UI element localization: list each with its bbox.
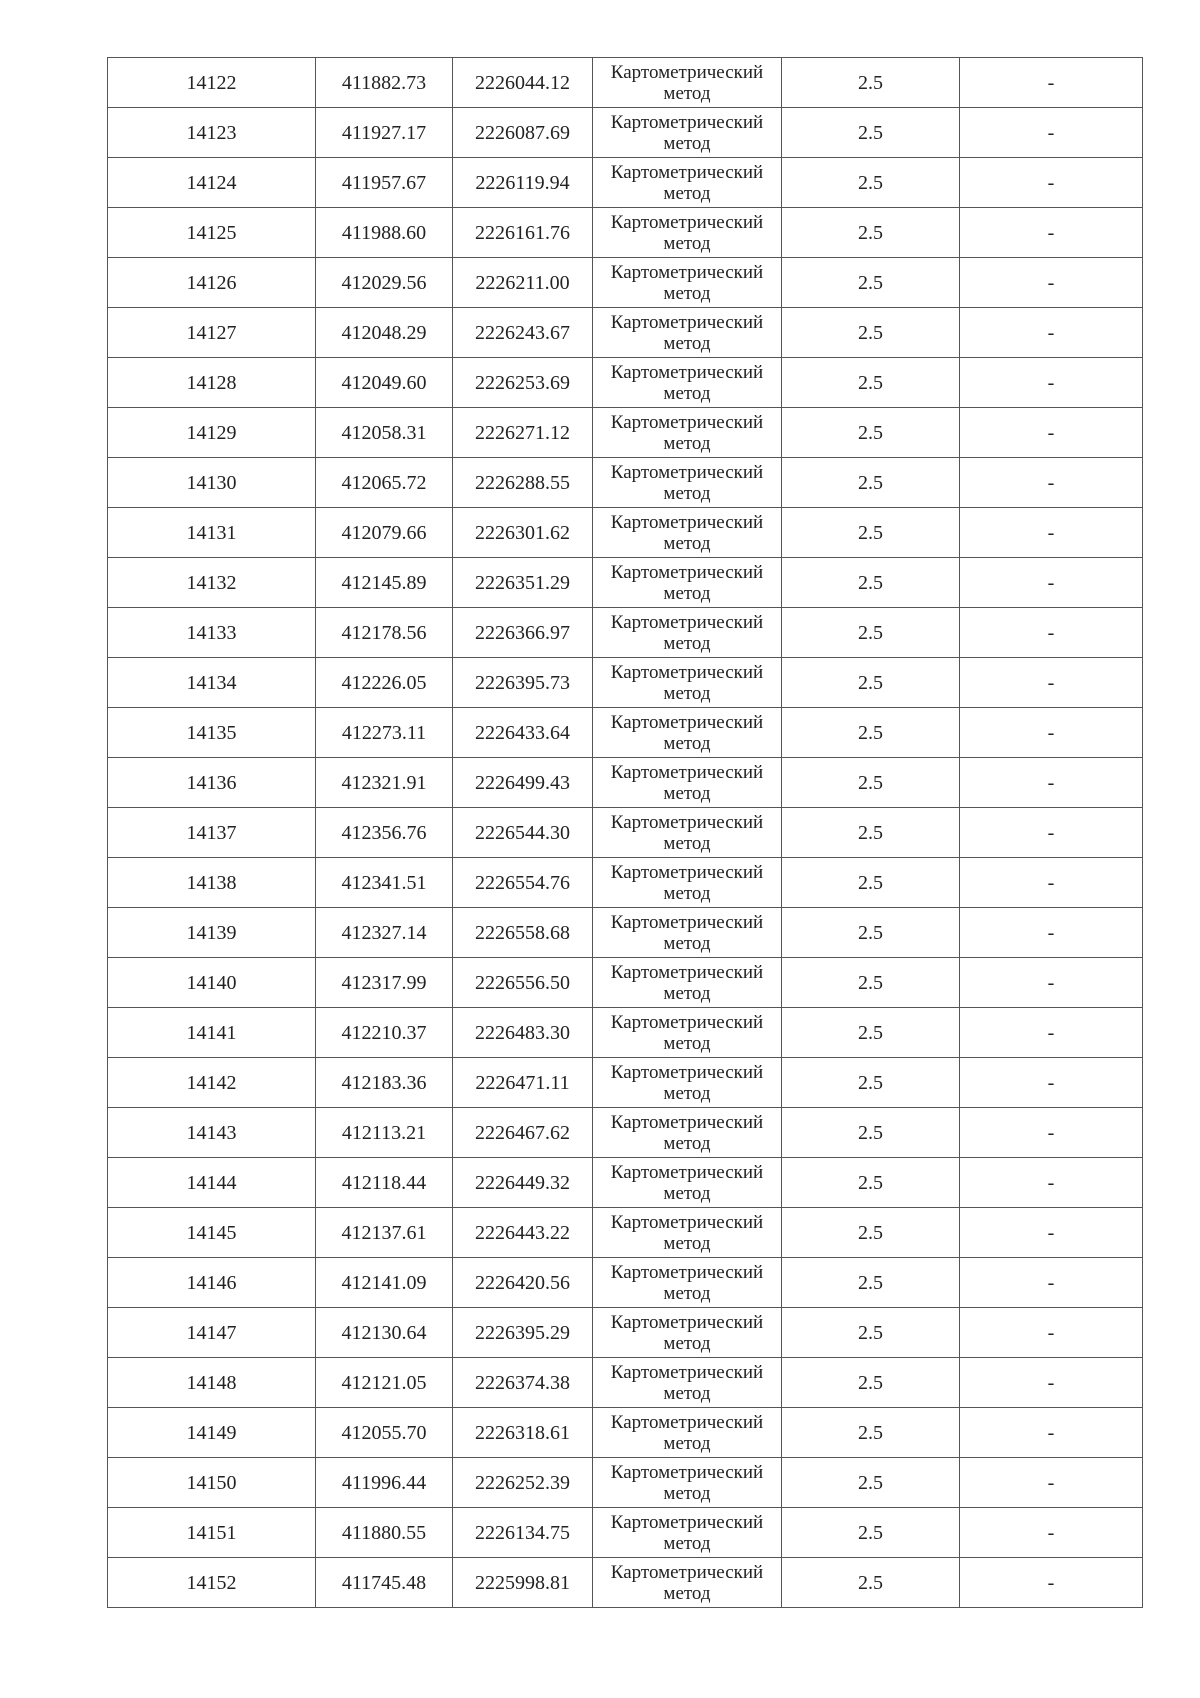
x-coordinate-cell: 412137.61 [316, 1208, 453, 1258]
accuracy-cell: 2.5 [782, 1058, 960, 1108]
method-cell [593, 158, 782, 208]
point-number-cell: 14143 [108, 1108, 316, 1158]
accuracy-cell: 2.5 [782, 708, 960, 758]
method-cell [593, 558, 782, 608]
table-row [108, 808, 1143, 858]
method-cell [593, 258, 782, 308]
point-number-cell: 14142 [108, 1058, 316, 1108]
point-number-cell: 14148 [108, 1358, 316, 1408]
description-cell: - [960, 308, 1143, 358]
point-number-cell: 14136 [108, 758, 316, 808]
x-coordinate-cell: 411745.48 [316, 1558, 453, 1608]
method-line-2: метод [663, 1582, 711, 1604]
table-row [108, 108, 1143, 158]
table-row [108, 1208, 1143, 1258]
point-number-cell: 14131 [108, 508, 316, 558]
point-number-cell: 14149 [108, 1408, 316, 1458]
y-coordinate-cell: 2226554.76 [453, 858, 593, 908]
method-cell [593, 958, 782, 1008]
point-number-cell: 14132 [108, 558, 316, 608]
description-cell: - [960, 558, 1143, 608]
description-cell: - [960, 808, 1143, 858]
y-coordinate-cell: 2226374.38 [453, 1358, 593, 1408]
point-number-cell: 14133 [108, 608, 316, 658]
description-cell: - [960, 758, 1143, 808]
method-line-2: метод [663, 232, 711, 254]
table-row [108, 58, 1143, 108]
table-row [108, 1058, 1143, 1108]
description-cell: - [960, 1358, 1143, 1408]
y-coordinate-cell: 2226467.62 [453, 1108, 593, 1158]
method-line-1: Картометрический [610, 911, 764, 933]
accuracy-cell: 2.5 [782, 558, 960, 608]
x-coordinate-cell: 412058.31 [316, 408, 453, 458]
accuracy-cell: 2.5 [782, 508, 960, 558]
method-line-1: Картометрический [610, 1161, 764, 1183]
table-row [108, 1558, 1143, 1608]
accuracy-cell: 2.5 [782, 1508, 960, 1558]
method-cell [593, 458, 782, 508]
x-coordinate-cell: 411988.60 [316, 208, 453, 258]
accuracy-cell: 2.5 [782, 608, 960, 658]
table-row [108, 1408, 1143, 1458]
point-number-cell: 14140 [108, 958, 316, 1008]
y-coordinate-cell: 2226318.61 [453, 1408, 593, 1458]
y-coordinate-cell: 2226443.22 [453, 1208, 593, 1258]
accuracy-cell: 2.5 [782, 658, 960, 708]
y-coordinate-cell: 2226271.12 [453, 408, 593, 458]
method-line-2: метод [663, 632, 711, 654]
table-row [108, 1008, 1143, 1058]
method-line-1: Картометрический [610, 61, 764, 83]
y-coordinate-cell: 2226351.29 [453, 558, 593, 608]
y-coordinate-cell: 2226301.62 [453, 508, 593, 558]
method-line-2: метод [663, 1382, 711, 1404]
y-coordinate-cell: 2226395.29 [453, 1308, 593, 1358]
table-row [108, 1508, 1143, 1558]
y-coordinate-cell: 2226544.30 [453, 808, 593, 858]
y-coordinate-cell: 2226420.56 [453, 1258, 593, 1308]
method-line-2: метод [663, 482, 711, 504]
accuracy-cell: 2.5 [782, 858, 960, 908]
method-line-1: Картометрический [610, 661, 764, 683]
method-line-2: метод [663, 332, 711, 354]
table-row [108, 308, 1143, 358]
method-line-2: метод [663, 1032, 711, 1054]
method-line-1: Картометрический [610, 561, 764, 583]
method-line-1: Картометрический [610, 311, 764, 333]
x-coordinate-cell: 412183.36 [316, 1058, 453, 1108]
y-coordinate-cell: 2226471.11 [453, 1058, 593, 1108]
x-coordinate-cell: 412141.09 [316, 1258, 453, 1308]
point-number-cell: 14146 [108, 1258, 316, 1308]
table-row [108, 258, 1143, 308]
y-coordinate-cell: 2226119.94 [453, 158, 593, 208]
method-line-2: метод [663, 932, 711, 954]
method-cell [593, 1358, 782, 1408]
method-line-2: метод [663, 82, 711, 104]
accuracy-cell: 2.5 [782, 358, 960, 408]
table-row [108, 158, 1143, 208]
y-coordinate-cell: 2225998.81 [453, 1558, 593, 1608]
description-cell: - [960, 1108, 1143, 1158]
method-line-1: Картометрический [610, 261, 764, 283]
description-cell: - [960, 1458, 1143, 1508]
x-coordinate-cell: 412118.44 [316, 1158, 453, 1208]
method-cell [593, 58, 782, 108]
method-line-1: Картометрический [610, 1561, 764, 1583]
method-cell [593, 108, 782, 158]
method-cell [593, 308, 782, 358]
accuracy-cell: 2.5 [782, 1158, 960, 1208]
accuracy-cell: 2.5 [782, 158, 960, 208]
x-coordinate-cell: 411882.73 [316, 58, 453, 108]
description-cell: - [960, 58, 1143, 108]
method-cell [593, 1208, 782, 1258]
y-coordinate-cell: 2226087.69 [453, 108, 593, 158]
x-coordinate-cell: 411880.55 [316, 1508, 453, 1558]
method-line-1: Картометрический [610, 1111, 764, 1133]
method-cell [593, 408, 782, 458]
point-number-cell: 14145 [108, 1208, 316, 1258]
method-line-2: метод [663, 982, 711, 1004]
method-line-2: метод [663, 182, 711, 204]
point-number-cell: 14138 [108, 858, 316, 908]
method-line-1: Картометрический [610, 411, 764, 433]
x-coordinate-cell: 412327.14 [316, 908, 453, 958]
description-cell: - [960, 358, 1143, 408]
description-cell: - [960, 1508, 1143, 1558]
point-number-cell: 14137 [108, 808, 316, 858]
method-line-1: Картометрический [610, 1461, 764, 1483]
method-cell [593, 508, 782, 558]
description-cell: - [960, 1008, 1143, 1058]
x-coordinate-cell: 411957.67 [316, 158, 453, 208]
method-line-1: Картометрический [610, 161, 764, 183]
table-row [108, 1158, 1143, 1208]
accuracy-cell: 2.5 [782, 1458, 960, 1508]
method-line-2: метод [663, 1232, 711, 1254]
method-line-2: метод [663, 432, 711, 454]
table-row [108, 1258, 1143, 1308]
method-line-2: метод [663, 1332, 711, 1354]
description-cell: - [960, 1158, 1143, 1208]
accuracy-cell: 2.5 [782, 1108, 960, 1158]
point-number-cell: 14125 [108, 208, 316, 258]
accuracy-cell: 2.5 [782, 1008, 960, 1058]
method-line-1: Картометрический [610, 1061, 764, 1083]
y-coordinate-cell: 2226252.39 [453, 1458, 593, 1508]
method-line-1: Картометрический [610, 1311, 764, 1333]
table-row [108, 358, 1143, 408]
point-number-cell: 14150 [108, 1458, 316, 1508]
table-row [108, 508, 1143, 558]
y-coordinate-cell: 2226161.76 [453, 208, 593, 258]
x-coordinate-cell: 412341.51 [316, 858, 453, 908]
table-row [108, 408, 1143, 458]
method-line-1: Картометрический [610, 761, 764, 783]
method-line-2: метод [663, 582, 711, 604]
y-coordinate-cell: 2226243.67 [453, 308, 593, 358]
point-number-cell: 14126 [108, 258, 316, 308]
method-line-1: Картометрический [610, 1211, 764, 1233]
description-cell: - [960, 708, 1143, 758]
method-line-2: метод [663, 832, 711, 854]
accuracy-cell: 2.5 [782, 1558, 960, 1608]
method-cell [593, 658, 782, 708]
y-coordinate-cell: 2226556.50 [453, 958, 593, 1008]
method-line-2: метод [663, 382, 711, 404]
method-line-1: Картометрический [610, 611, 764, 633]
table-row [108, 1308, 1143, 1358]
x-coordinate-cell: 412029.56 [316, 258, 453, 308]
y-coordinate-cell: 2226449.32 [453, 1158, 593, 1208]
point-number-cell: 14128 [108, 358, 316, 408]
point-number-cell: 14139 [108, 908, 316, 958]
table-row [108, 658, 1143, 708]
method-line-1: Картометрический [610, 461, 764, 483]
table-row [108, 708, 1143, 758]
description-cell: - [960, 208, 1143, 258]
method-cell [593, 358, 782, 408]
y-coordinate-cell: 2226433.64 [453, 708, 593, 758]
method-cell [593, 1258, 782, 1308]
method-cell [593, 908, 782, 958]
accuracy-cell: 2.5 [782, 108, 960, 158]
method-cell [593, 1508, 782, 1558]
x-coordinate-cell: 412273.11 [316, 708, 453, 758]
method-line-2: метод [663, 1282, 711, 1304]
method-line-1: Картометрический [610, 1261, 764, 1283]
accuracy-cell: 2.5 [782, 208, 960, 258]
method-line-1: Картометрический [610, 211, 764, 233]
x-coordinate-cell: 411996.44 [316, 1458, 453, 1508]
x-coordinate-cell: 412065.72 [316, 458, 453, 508]
table-row [108, 908, 1143, 958]
description-cell: - [960, 408, 1143, 458]
point-number-cell: 14122 [108, 58, 316, 108]
y-coordinate-cell: 2226395.73 [453, 658, 593, 708]
table-row [108, 1458, 1143, 1508]
method-line-1: Картометрический [610, 861, 764, 883]
method-line-2: метод [663, 1132, 711, 1154]
accuracy-cell: 2.5 [782, 958, 960, 1008]
method-line-2: метод [663, 1532, 711, 1554]
method-line-1: Картометрический [610, 1411, 764, 1433]
method-line-1: Картометрический [610, 361, 764, 383]
method-line-2: метод [663, 282, 711, 304]
accuracy-cell: 2.5 [782, 308, 960, 358]
description-cell: - [960, 1308, 1143, 1358]
method-line-1: Картометрический [610, 1011, 764, 1033]
point-number-cell: 14127 [108, 308, 316, 358]
description-cell: - [960, 158, 1143, 208]
method-cell [593, 1308, 782, 1358]
method-line-1: Картометрический [610, 1511, 764, 1533]
table-row [108, 1108, 1143, 1158]
y-coordinate-cell: 2226288.55 [453, 458, 593, 508]
description-cell: - [960, 658, 1143, 708]
x-coordinate-cell: 412178.56 [316, 608, 453, 658]
x-coordinate-cell: 411927.17 [316, 108, 453, 158]
method-line-1: Картометрический [610, 811, 764, 833]
description-cell: - [960, 958, 1143, 1008]
method-line-2: метод [663, 1482, 711, 1504]
y-coordinate-cell: 2226211.00 [453, 258, 593, 308]
x-coordinate-cell: 412321.91 [316, 758, 453, 808]
y-coordinate-cell: 2226253.69 [453, 358, 593, 408]
method-cell [593, 1558, 782, 1608]
method-line-1: Картометрический [610, 1361, 764, 1383]
point-number-cell: 14147 [108, 1308, 316, 1358]
x-coordinate-cell: 412145.89 [316, 558, 453, 608]
point-number-cell: 14141 [108, 1008, 316, 1058]
table-row [108, 758, 1143, 808]
accuracy-cell: 2.5 [782, 1358, 960, 1408]
point-number-cell: 14135 [108, 708, 316, 758]
x-coordinate-cell: 412048.29 [316, 308, 453, 358]
description-cell: - [960, 508, 1143, 558]
y-coordinate-cell: 2226483.30 [453, 1008, 593, 1058]
point-number-cell: 14134 [108, 658, 316, 708]
description-cell: - [960, 608, 1143, 658]
accuracy-cell: 2.5 [782, 58, 960, 108]
method-line-1: Картометрический [610, 511, 764, 533]
x-coordinate-cell: 412317.99 [316, 958, 453, 1008]
method-cell [593, 1158, 782, 1208]
method-line-2: метод [663, 882, 711, 904]
method-cell [593, 858, 782, 908]
description-cell: - [960, 458, 1143, 508]
accuracy-cell: 2.5 [782, 1258, 960, 1308]
description-cell: - [960, 1408, 1143, 1458]
accuracy-cell: 2.5 [782, 808, 960, 858]
y-coordinate-cell: 2226366.97 [453, 608, 593, 658]
description-cell: - [960, 108, 1143, 158]
table-row [108, 858, 1143, 908]
x-coordinate-cell: 412210.37 [316, 1008, 453, 1058]
accuracy-cell: 2.5 [782, 258, 960, 308]
point-number-cell: 14151 [108, 1508, 316, 1558]
accuracy-cell: 2.5 [782, 1208, 960, 1258]
point-number-cell: 14144 [108, 1158, 316, 1208]
method-cell [593, 1408, 782, 1458]
coordinates-table [107, 57, 1143, 1608]
method-line-2: метод [663, 532, 711, 554]
description-cell: - [960, 858, 1143, 908]
method-line-2: метод [663, 682, 711, 704]
y-coordinate-cell: 2226499.43 [453, 758, 593, 808]
point-number-cell: 14152 [108, 1558, 316, 1608]
accuracy-cell: 2.5 [782, 408, 960, 458]
x-coordinate-cell: 412356.76 [316, 808, 453, 858]
y-coordinate-cell: 2226044.12 [453, 58, 593, 108]
method-line-1: Картометрический [610, 711, 764, 733]
point-number-cell: 14129 [108, 408, 316, 458]
description-cell: - [960, 1058, 1143, 1108]
point-number-cell: 14130 [108, 458, 316, 508]
table-row [108, 458, 1143, 508]
table-row [108, 208, 1143, 258]
method-cell [593, 608, 782, 658]
y-coordinate-cell: 2226134.75 [453, 1508, 593, 1558]
point-number-cell: 14124 [108, 158, 316, 208]
table-row [108, 558, 1143, 608]
table-body [108, 58, 1143, 1608]
method-cell [593, 708, 782, 758]
method-cell [593, 1108, 782, 1158]
method-cell [593, 1058, 782, 1108]
method-cell [593, 1458, 782, 1508]
method-line-1: Картометрический [610, 961, 764, 983]
x-coordinate-cell: 412079.66 [316, 508, 453, 558]
x-coordinate-cell: 412055.70 [316, 1408, 453, 1458]
table-row [108, 958, 1143, 1008]
x-coordinate-cell: 412226.05 [316, 658, 453, 708]
x-coordinate-cell: 412130.64 [316, 1308, 453, 1358]
method-line-2: метод [663, 1082, 711, 1104]
method-line-2: метод [663, 732, 711, 754]
method-cell [593, 208, 782, 258]
method-line-2: метод [663, 1432, 711, 1454]
x-coordinate-cell: 412049.60 [316, 358, 453, 408]
description-cell: - [960, 1258, 1143, 1308]
accuracy-cell: 2.5 [782, 908, 960, 958]
x-coordinate-cell: 412121.05 [316, 1358, 453, 1408]
accuracy-cell: 2.5 [782, 1408, 960, 1458]
point-number-cell: 14123 [108, 108, 316, 158]
method-line-2: метод [663, 132, 711, 154]
accuracy-cell: 2.5 [782, 458, 960, 508]
description-cell: - [960, 1208, 1143, 1258]
method-line-2: метод [663, 782, 711, 804]
x-coordinate-cell: 412113.21 [316, 1108, 453, 1158]
description-cell: - [960, 908, 1143, 958]
accuracy-cell: 2.5 [782, 758, 960, 808]
method-cell [593, 1008, 782, 1058]
method-cell [593, 808, 782, 858]
method-line-2: метод [663, 1182, 711, 1204]
method-line-1: Картометрический [610, 111, 764, 133]
description-cell: - [960, 1558, 1143, 1608]
table-row [108, 608, 1143, 658]
description-cell: - [960, 258, 1143, 308]
y-coordinate-cell: 2226558.68 [453, 908, 593, 958]
table-row [108, 1358, 1143, 1408]
method-cell [593, 758, 782, 808]
accuracy-cell: 2.5 [782, 1308, 960, 1358]
